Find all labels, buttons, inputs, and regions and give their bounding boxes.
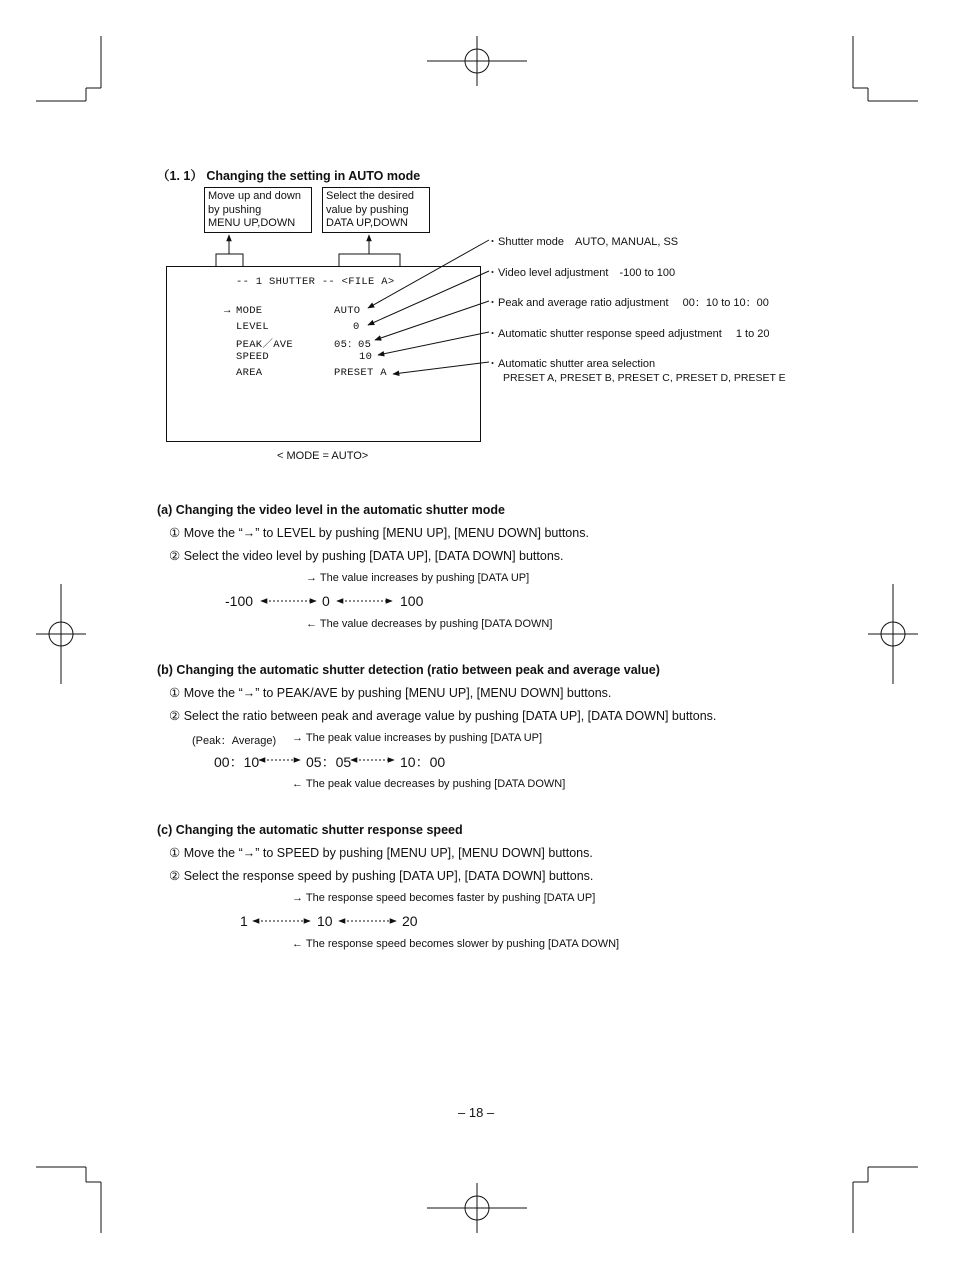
step: [169, 708, 716, 723]
section-b-title: (b) Changing the automatic shutter detection (ratio between peak and average value): [157, 663, 660, 677]
step-text: Select the video level by pushing [DATA UP], [DATA DOWN] buttons.: [183, 549, 564, 563]
screen-row-value: 05：05: [334, 339, 372, 351]
annotation-label: Automatic shutter response speed adjustment 1 to 20: [498, 328, 770, 340]
callout-line: MENU UP,DOWN: [208, 217, 296, 229]
step-number: ①: [169, 526, 181, 540]
bullet: ・: [487, 328, 498, 340]
scale-min: 00：10: [214, 754, 260, 770]
callout-line: value by pushing: [326, 203, 409, 216]
scale-mid: 0: [322, 593, 330, 609]
scale-mid: 05：05: [306, 754, 352, 770]
callout-line: DATA UP,DOWN: [326, 217, 408, 229]
increase-note: → The peak value increases by pushing [DATA UP]: [292, 732, 543, 744]
step: [169, 548, 564, 563]
annotation-label: Automatic shutter area selection: [498, 358, 656, 370]
bullet: ・: [487, 236, 498, 248]
screen-row-value: 10: [359, 351, 373, 363]
screen-header: -- 1 SHUTTER -- <FILE A>: [236, 276, 395, 288]
step-number: ①: [169, 846, 181, 860]
screen-row-label: SPEED: [236, 351, 270, 363]
increase-note: → The response speed becomes faster by pushing [DATA UP]: [292, 892, 596, 904]
scale-max: 100: [400, 593, 424, 609]
section-a-title: (a) Changing the video level in the automatic shutter mode: [157, 503, 505, 517]
step-text: Select the response speed by pushing [DATA UP], [DATA DOWN] buttons.: [183, 869, 594, 883]
step: [169, 685, 611, 700]
screen-row-label: LEVEL: [236, 321, 270, 333]
area-presets: PRESET A, PRESET B, PRESET C, PRESET D, PRESET E: [503, 372, 786, 384]
step: [169, 868, 593, 883]
decrease-note: ← The response speed becomes slower by pushing [DATA DOWN]: [292, 938, 620, 950]
scale-mid: 10: [317, 913, 333, 929]
screen-row-value: AUTO: [334, 305, 361, 317]
screen-row-label: PEAK／AVE: [236, 339, 294, 351]
callout-line: by pushing: [208, 203, 262, 216]
cursor-arrow-icon: →: [224, 305, 231, 317]
annotation-label: Shutter mode AUTO, MANUAL, SS: [498, 236, 679, 248]
section-heading: （1. 1） Changing the setting in AUTO mode: [157, 169, 421, 183]
bullet: ・: [487, 267, 498, 279]
screen-row-label: AREA: [236, 367, 263, 379]
step-text: Move the “→” to LEVEL by pushing [MENU UP], [MENU DOWN] buttons.: [183, 526, 589, 540]
step-text: Move the “→” to PEAK/AVE by pushing [MENU UP], [MENU DOWN] buttons.: [183, 686, 612, 700]
scale-min: 1: [240, 913, 248, 929]
screen-row-value: PRESET A: [334, 367, 387, 379]
step-number: ①: [169, 686, 181, 700]
increase-note: → The value increases by pushing [DATA UP]: [306, 572, 530, 584]
bullet: ・: [487, 358, 498, 370]
step-number: ②: [169, 869, 181, 883]
step-number: ②: [169, 709, 181, 723]
annotation-label: Video level adjustment -100 to 100: [498, 267, 676, 279]
scale-min: -100: [225, 593, 254, 609]
decrease-note: ← The peak value decreases by pushing [DATA DOWN]: [292, 778, 566, 790]
bullet: ・: [487, 297, 498, 309]
ratio-prefix: (Peak：Average): [192, 735, 277, 747]
decrease-note: ← The value decreases by pushing [DATA DOWN]: [306, 618, 553, 630]
screen-caption: < MODE = AUTO>: [277, 450, 369, 462]
step-text: Select the ratio between peak and average value by pushing [DATA UP], [DATA DOWN] buttons.: [183, 709, 717, 723]
screen-row-label: MODE: [236, 305, 263, 317]
step-number: ②: [169, 549, 181, 563]
scale-max: 20: [402, 913, 418, 929]
annotation-label: Peak and average ratio adjustment 00：10 to 10：00: [498, 297, 769, 309]
scale-max: 10：00: [400, 754, 446, 770]
step: [169, 525, 589, 540]
page-number: – 18 –: [458, 1105, 495, 1120]
screen-row-value: 0: [353, 321, 360, 333]
step: [169, 845, 593, 860]
section-c-title: (c) Changing the automatic shutter response speed: [157, 823, 463, 837]
step-text: Move the “→” to SPEED by pushing [MENU UP], [MENU DOWN] buttons.: [183, 846, 593, 860]
callout-line: Select the desired: [326, 190, 415, 202]
callout-line: Move up and down: [208, 190, 301, 202]
